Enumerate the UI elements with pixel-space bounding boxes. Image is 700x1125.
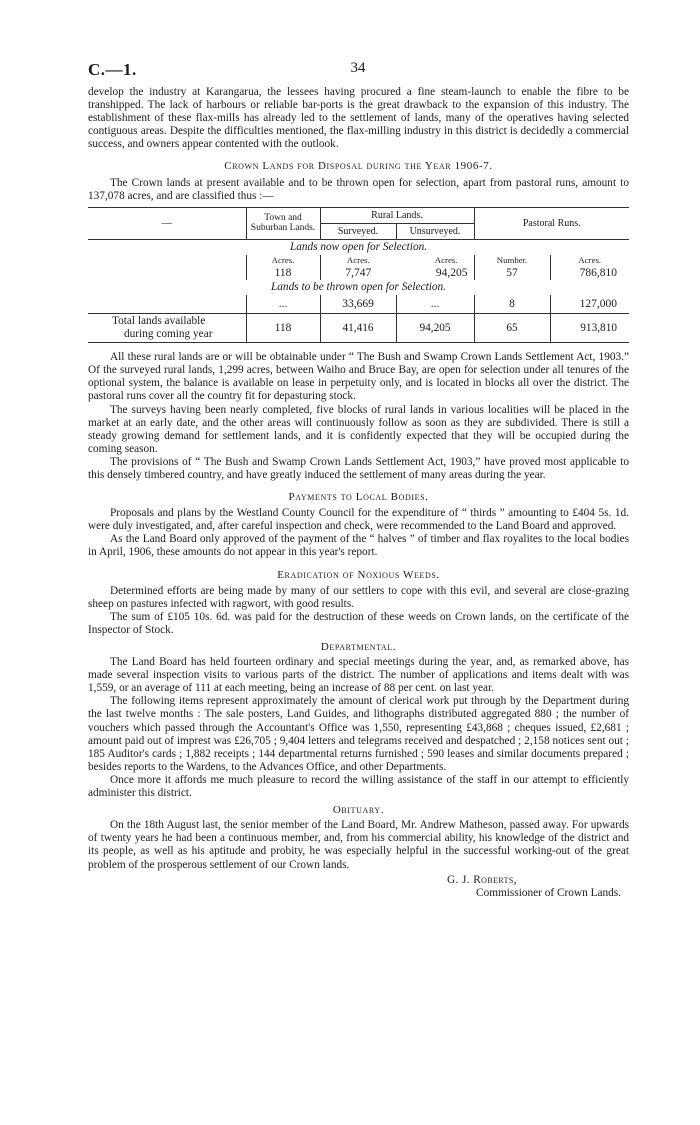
- total-unsurveyed-value: 94,205: [396, 314, 474, 343]
- section-thrown-heading: Lands to be thrown open for Selection.: [271, 281, 446, 294]
- departmental-para-2: The following items represent approximately the amount of clerical work put through by the Department during the last twelve months : The sale posters, Land Guides, and lithographs distributed aggregated 880 ; the number of vouchers which passed through the Accountant's Office was 1,550, representing £43,868 ; cheques issued, £2,681 ; amount paid out of imprest was £26,705 ; 9,404 letters and telegrams received and despatched ; 2,158 notices sent out ; 185 Auditor's cards ; 1,882 receipts ; 144 departmental returns furnished ; 590 leases and similar documents prepared ; besides reports to the Wardens, to the Advances Office, and other Departments.: [88, 695, 629, 773]
- thrown-town-value: ...: [246, 295, 320, 314]
- col-surveyed-header: Surveyed.: [320, 223, 396, 239]
- signature-block: [88, 874, 629, 900]
- intro-paragraph: develop the industry at Karangarua, the lessees having procured a fine steam-launch to enable the fibre to be transhipped. The lack of harbours or reliable bar-ports is the great drawback to the expansion of this industry. The establishment of these flax-mills has already led to the settlement of lands, many of the operatives having selected contiguous areas. Despite the difficulties mentioned, the flax-milling industry in this district is decidedly a commercial success, and owners appear contented with the outlook.: [88, 86, 629, 151]
- table-row: [88, 295, 629, 314]
- total-runs-acres: 913,810: [550, 314, 629, 343]
- thrown-unsurveyed-value: ...: [396, 295, 474, 314]
- signature-name: G. J. Roberts,: [446, 873, 517, 886]
- obituary-heading: Obituary.: [332, 804, 385, 817]
- thrown-runs-number: 8: [474, 295, 550, 314]
- thrown-runs-acres: 127,000: [550, 295, 629, 314]
- open-runs-number: 57: [474, 266, 550, 280]
- crown-lands-para-3: The provisions of “ The Bush and Swamp Crown Lands Settlement Act, 1903,” have proved most applicable to this densely timbered country, and have greatly induced the settlement of many areas during the year.: [88, 455, 629, 481]
- col-unsurveyed-header: Unsurveyed.: [396, 223, 474, 239]
- table-row: [88, 266, 629, 280]
- section-open-heading: Lands now open for Selection.: [289, 240, 428, 253]
- total-label-line-1: Total lands available: [112, 315, 206, 328]
- unit-label: Number.: [474, 255, 550, 266]
- total-surveyed-value: 41,416: [320, 314, 396, 343]
- open-runs-acres: 786,810: [550, 266, 629, 280]
- total-runs-number: 65: [474, 314, 550, 343]
- page-header: [88, 60, 628, 80]
- page-body: [88, 86, 629, 900]
- table-row: [88, 314, 629, 343]
- departmental-heading: Departmental.: [320, 641, 397, 653]
- thrown-surveyed-value: 33,669: [320, 295, 396, 314]
- col-town-header: Town and Suburban Lands.: [246, 207, 320, 239]
- total-label-line-2: during coming year: [124, 328, 213, 341]
- unit-label: Acres.: [246, 255, 320, 266]
- report-code: C.—1.: [88, 60, 137, 79]
- weeds-para-2: The sum of £105 10s. 6d. was paid for the destruction of these weeds on Crown lands, on the certificate of the Inspector of Stock.: [88, 610, 629, 636]
- total-label: [88, 314, 246, 343]
- crown-lands-intro: The Crown lands at present available and to be thrown open for selection, apart from pastoral runs, amount to 137,078 acres, and are classified thus :—: [88, 176, 629, 202]
- total-town-value: 118: [246, 314, 320, 343]
- departmental-para-1: The Land Board has held fourteen ordinary and special meetings during the year, and, as remarked above, has made several inspection visits to various parts of the district. The number of applications and items dealt with was 1,559, or an average of 111 at each meeting, being an increase of 88 per cent. on last year.: [88, 656, 629, 695]
- payments-para-2: As the Land Board only approved of the payment of the “ halves ” of timber and flax royalites to the local bodies in April, 1906, these amounts do not appear in this year's report.: [88, 533, 629, 559]
- unit-label: Acres.: [434, 255, 458, 266]
- open-surveyed-value: 7,747: [320, 266, 396, 280]
- unit-label: Acres.: [320, 255, 396, 266]
- weeds-heading: Eradication of Noxious Weeds.: [277, 568, 440, 581]
- stub-dash: —: [88, 207, 246, 239]
- page-number: 34: [350, 60, 366, 76]
- crown-lands-para-1: All these rural lands are or will be obtainable under “ The Bush and Swamp Crown Lands Settlement Act, 1903.” Of the surveyed rural lands, 1,299 acres, between Waiho and Bruce Bay, are open for selection under all tenures of the optional system, the balance is available on lease in perpetuity only, and is located in blocks all over the district. The pastoral runs cover all the country fit for depasturing stock.: [88, 351, 629, 403]
- col-pastoral-header: Pastoral Runs.: [474, 207, 629, 239]
- weeds-para-1: Determined efforts are being made by many of our settlers to cope with this evil, and several are close-grazing sheep on pastures infected with ragwort, with good results.: [88, 584, 629, 610]
- open-town-value: 118: [246, 266, 320, 280]
- payments-para-1: Proposals and plans by the Westland County Council for the expenditure of “ thirds ” amounting to £404 5s. 1d. were duly investigated, and, after careful inspection and check, were recommended to the Land Board and approved.: [88, 507, 629, 533]
- unit-label: Acres.: [550, 255, 629, 266]
- signature-title: Commissioner of Crown Lands.: [476, 886, 621, 899]
- payments-heading: Payments to Local Bodies.: [288, 491, 429, 504]
- open-unsurveyed-value: 94,205: [435, 267, 468, 280]
- obituary-para-1: On the 18th August last, the senior member of the Land Board, Mr. Andrew Matheson, passed away. For upwards of twenty years he had been a continuous member, and, from his commercial ability, his knowledge of the district and its people, as well as his aptitude and probity, he was especially helpful in the successful working-out of the great problem of the prosperous settlement of our Crown lands.: [88, 819, 629, 871]
- departmental-para-3: Once more it affords me much pleasure to record the willing assistance of the staff in our attempt to efficiently administer this district.: [88, 773, 629, 800]
- col-rural-header: Rural Lands.: [320, 207, 474, 223]
- crown-lands-table: [88, 207, 629, 343]
- crown-lands-para-2: The surveys having been nearly completed, five blocks of rural lands in various localities will be placed in the market at an early date, and the other areas will continuously follow as soon as they are subdivided. There is still a steady growing demand for settlement lands, and it is confidently expected that they will be occupied during the coming season.: [88, 403, 629, 455]
- crown-lands-heading: Crown Lands for Disposal during the Year 1906-7.: [224, 160, 493, 173]
